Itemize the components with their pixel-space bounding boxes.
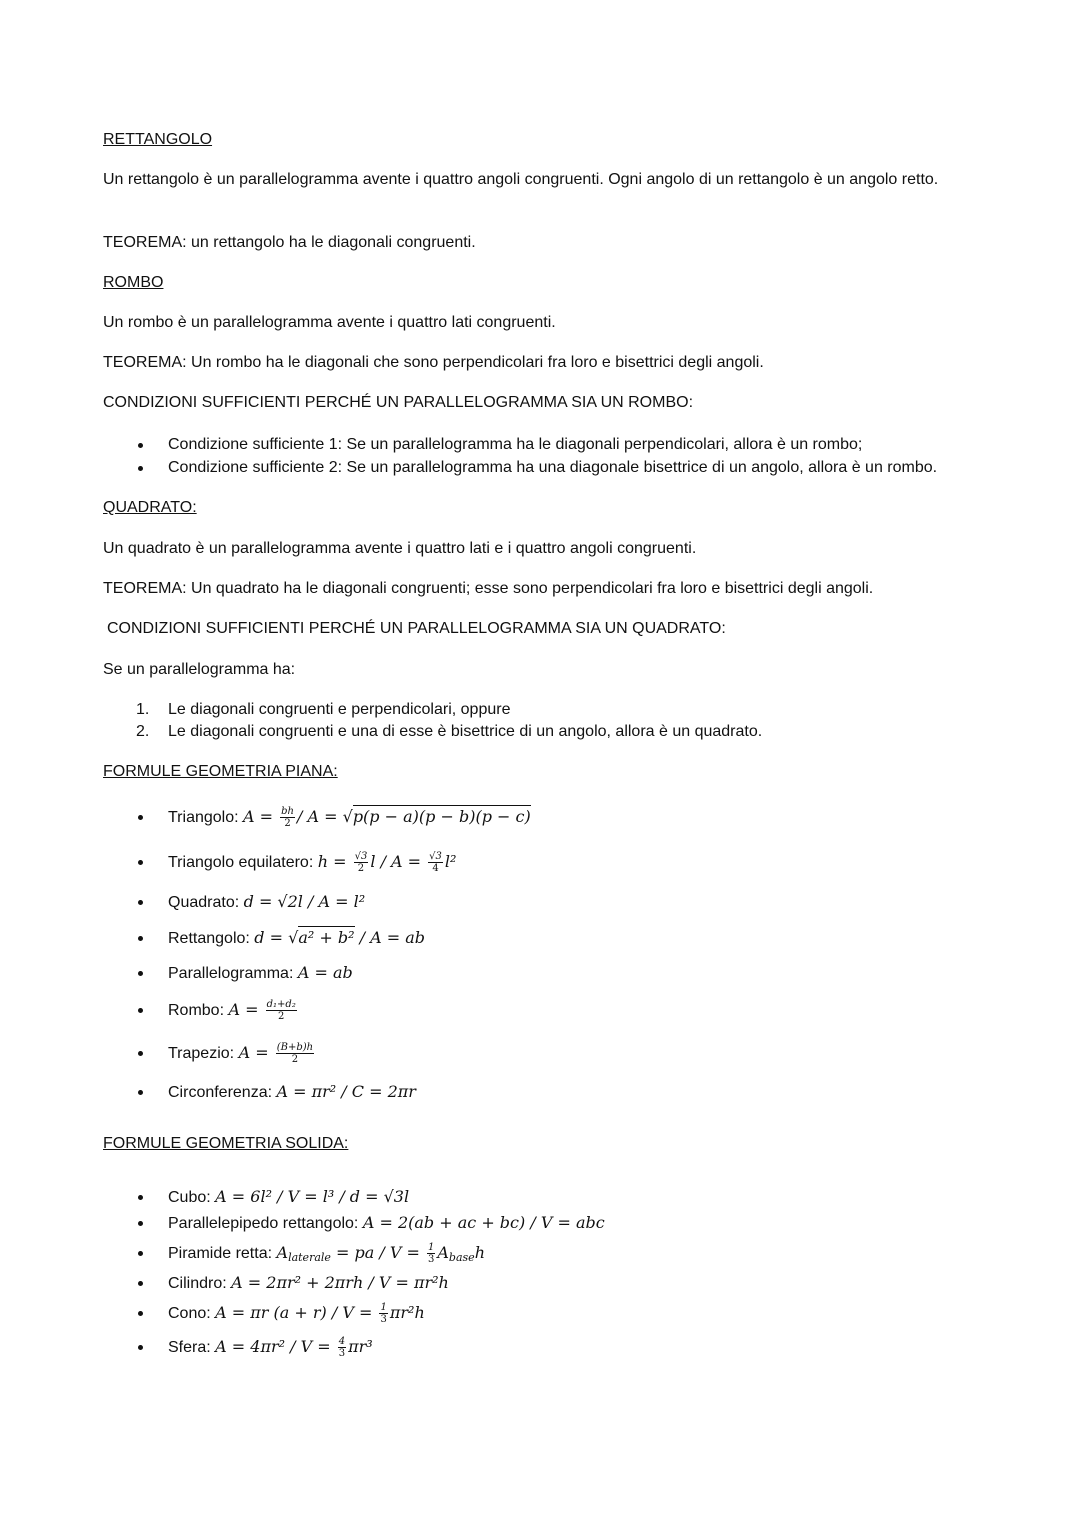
bullet-icon <box>138 466 143 471</box>
quadrato-teorema: TEOREMA: Un quadrato ha le diagonali congruenti; esse sono perpendicolari fra loro e bisettrici degli angoli. <box>103 580 874 597</box>
bullet-icon <box>138 1221 143 1226</box>
rombo-definition: Un rombo è un parallelogramma avente i quattro lati congruenti. <box>103 314 556 331</box>
quadrato-heading: QUADRATO: <box>103 499 197 516</box>
bullet-icon <box>138 1195 143 1200</box>
solida-heading: FORMULE GEOMETRIA SOLIDA: <box>103 1135 349 1152</box>
bullet-icon <box>138 815 143 820</box>
piana-heading: FORMULE GEOMETRIA PIANA: <box>103 763 338 780</box>
bullet-icon <box>138 1051 143 1056</box>
bullet-icon <box>138 936 143 941</box>
rettangolo-teorema: TEOREMA: un rettangolo ha le diagonali congruenti. <box>103 234 476 251</box>
bullet-icon <box>138 1090 143 1095</box>
bullet-icon <box>138 900 143 905</box>
quadrato-intro: Se un parallelogramma ha: <box>103 661 296 678</box>
bullet-icon <box>138 1281 143 1286</box>
rettangolo-definition: Un rettangolo è un parallelogramma avente i quattro angoli congruenti. Ogni angolo di un rettangolo è un angolo retto. <box>103 171 939 188</box>
quadrato-condizioni-title: CONDIZIONI SUFFICIENTI PERCHÉ UN PARALLELOGRAMMA SIA UN QUADRATO: <box>107 620 726 637</box>
document-page: RETTANGOLO Un rettangolo è un parallelogramma avente i quattro angoli congruenti. Ogni angolo di un rettangolo è un angolo retto. TEOREMA: un rettangolo ha le diagonali congruenti. ROMBO Un rombo è un parallelogramma avente i quattro lati congruenti. TEOREMA: Un rombo ha le diagonali che sono perpendicolari fra loro e bisettrici degli angoli. CONDIZIONI SUFFICIENTI PERCHÉ UN PARALLELOGRAMMA SIA UN ROMBO: Condizione sufficiente 1: Se un parallelogramma ha le diagonali perpendicolari, allora è un rombo; Condizione sufficiente 2: Se un parallelogramma ha una diagonale bisettrice di un angolo, allora è un rombo. QUADRATO: Un quadrato è un parallelogramma avente i quattro lati e i quattro angoli congruenti. TEOREMA: Un quadrato ha le diagonali congruenti; esse sono perpendicolari fra loro e bisettrici degli angoli. CONDIZIONI SUFFICIENTI PERCHÉ UN PARALLELOGRAMMA SIA UN QUADRATO: Se un parallelogramma ha: 1. Le diagonali congruenti e perpendicolari, oppure 2. Le diagonali congruenti e una di esse è bisettrice di un angolo, allora è un quadrato. FORMULE GEOMETRIA PIANA: Triangolo: A = $\frac{bh}{2}$ / A = √p(p − a)(p − b)(p − c) Triangolo equilatero: h = $\frac{√3}{2}$ l / A = $\frac{√3}{4}$ l² Quadrato: d = √2l / A = l² Rettangolo: d = √a² + b² / A = ab Parallelogramma: A = ab Rombo: A = $\frac{\text{d₁+d₂}}{2}$ Trapezio: A = $\frac{(B+b)h}{2}$ Circonferenza: A = πr² / C = 2πr FORMULE GEOMETRIA SOLIDA: Cubo: A = 6l² / V = l³ / d = √3l Parallelepipedo rettangolo: A = 2(ab + ac + bc) / V = abc Piramide retta: $A_{laterale}$ = pa / V = $\frac{1}{3}$ $A_{base}h$ Cilindro: A = 2πr² + 2πrh / V = πr²h Cono: A = πr (a + r) / V = $\frac{1}{3}$ πr²h Sfera: A = 4πr² / V = $\frac{4}{3}$ πr³ <box>0 0 1080 1527</box>
bullet-icon <box>138 971 143 976</box>
rombo-teorema: TEOREMA: Un rombo ha le diagonali che sono perpendicolari fra loro e bisettrici degli angoli. <box>103 354 764 371</box>
rettangolo-heading: RETTANGOLO <box>103 131 213 148</box>
rombo-heading: ROMBO <box>103 274 164 291</box>
bullet-icon <box>138 1251 143 1256</box>
bullet-icon <box>138 443 143 448</box>
quadrato-definition: Un quadrato è un parallelogramma avente i quattro lati e i quattro angoli congruenti. <box>103 540 697 557</box>
bullet-icon <box>138 1345 143 1350</box>
bullet-icon <box>138 1008 143 1013</box>
rombo-condizioni-title: CONDIZIONI SUFFICIENTI PERCHÉ UN PARALLELOGRAMMA SIA UN ROMBO: <box>103 394 694 411</box>
bullet-icon <box>138 1311 143 1316</box>
bullet-icon <box>138 860 143 865</box>
